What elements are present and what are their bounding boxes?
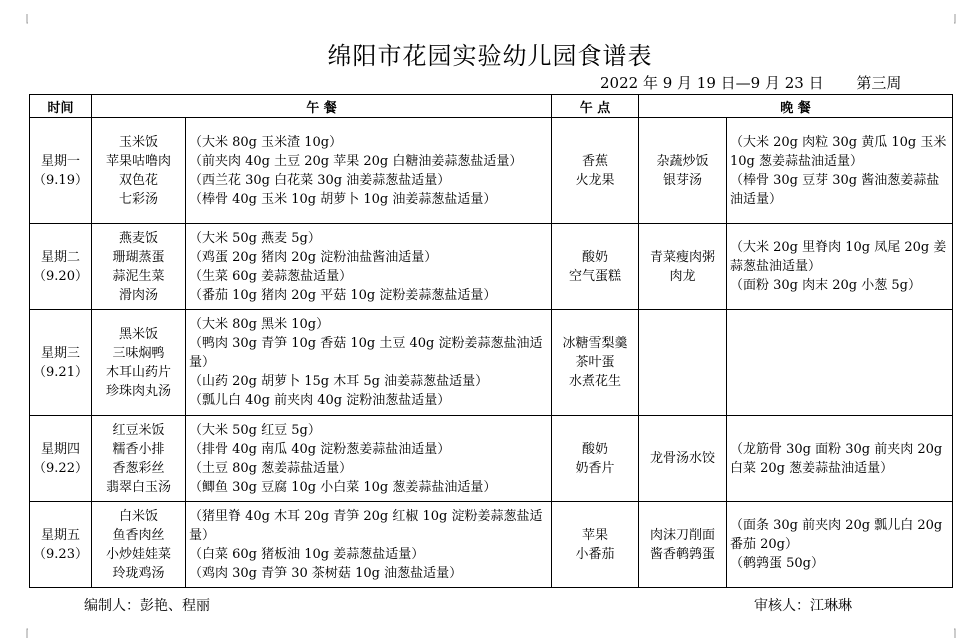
day-name: 星期三 — [40, 345, 80, 361]
week-label: 第三周 — [856, 74, 902, 92]
snack-item: 奶香片 — [575, 460, 615, 476]
day-name: 星期二 — [40, 249, 80, 265]
ingredient-line: （西兰花 30g 白花菜 30g 油姜蒜葱盐适量） — [189, 172, 451, 188]
ingredient-line: （大米 50g 红豆 5g） — [189, 422, 321, 438]
corner-mark-bottom-right — [954, 628, 964, 638]
dish-name: 鱼香肉丝 — [112, 527, 165, 543]
ingredient-line: （面条 30g 前夹肉 20g 瓢儿白 20g 番茄 20g） — [730, 518, 943, 552]
snack-cell — [552, 416, 639, 502]
ingredient-line: （鹌鹑蛋 50g） — [730, 556, 824, 571]
dish-name: 燕麦饭 — [118, 230, 158, 246]
header-time: 时间 — [30, 95, 92, 118]
table-header-row — [30, 95, 953, 118]
ingredient-line: （瓢儿白 40g 前夹肉 40g 淀粉油葱盐适量） — [189, 393, 451, 408]
ingredient-line: （鸡肉 30g 青笋 30 茶树菇 10g 油葱盐适量） — [189, 565, 463, 581]
lunch-dishes — [92, 118, 186, 224]
lunch-dishes — [92, 310, 186, 416]
dish-name: 滑肉汤 — [118, 287, 158, 303]
corner-mark-top-right — [954, 14, 964, 24]
dinner-dishes — [639, 118, 727, 224]
table-row — [30, 416, 953, 502]
snack-item: 空气蛋糕 — [568, 268, 621, 284]
dinner-ingredients — [727, 502, 953, 588]
dish-name: 白米饭 — [118, 508, 158, 524]
ingredient-line: （排骨 40g 南瓜 40g 淀粉葱姜蒜盐油适量） — [189, 441, 451, 457]
dish-name: 龙骨汤水饺 — [649, 451, 715, 466]
lunch-ingredients — [186, 224, 552, 310]
ingredient-line: （山药 20g 胡萝卜 15g 木耳 5g 油姜蒜葱盐适量） — [189, 374, 489, 389]
day-date: （9.21） — [33, 364, 88, 380]
ingredient-line: （面粉 30g 肉末 20g 小葱 5g） — [730, 278, 921, 293]
lunch-dishes — [92, 502, 186, 588]
dinner-dishes — [639, 224, 727, 310]
dinner-ingredients — [727, 310, 953, 416]
menu-table — [29, 94, 953, 588]
ingredient-line: （鸭肉 30g 青笋 10g 香菇 10g 土豆 40g 淀粉姜蒜葱盐油适量） — [189, 336, 543, 370]
ingredient-line: （土豆 80g 葱姜蒜盐适量） — [189, 460, 353, 476]
snack-item: 冰糖雪梨羹 — [562, 336, 628, 351]
dish-name: 玲珑鸡汤 — [112, 565, 165, 581]
dish-name: 肉沫刀削面 — [649, 527, 715, 543]
editor-credit: 编制人：彭艳、程丽 — [84, 598, 210, 614]
dish-name: 苹果咕噜肉 — [105, 153, 171, 169]
dish-name: 玉米饭 — [118, 134, 158, 150]
snack-item: 酸奶 — [581, 249, 608, 265]
dish-name: 双色花 — [118, 172, 158, 188]
day-name: 星期四 — [40, 441, 80, 457]
snack-item: 茶叶蛋 — [575, 355, 615, 370]
dish-name: 木耳山药片 — [105, 364, 171, 380]
snack-cell — [552, 224, 639, 310]
dish-name: 翡翠白玉汤 — [105, 479, 171, 495]
dinner-dishes — [639, 502, 727, 588]
dinner-dishes — [639, 416, 727, 502]
ingredient-line: （猪里脊 40g 木耳 20g 青笋 20g 红椒 10g 淀粉姜蒜葱盐适量） — [189, 508, 543, 543]
header-lunch: 午 餐 — [92, 95, 552, 118]
dish-name: 小炒娃娃菜 — [105, 546, 171, 562]
ingredient-line: （鸡蛋 20g 猪肉 20g 淀粉油盐酱油适量） — [189, 249, 438, 265]
dish-name: 黑米饭 — [118, 326, 158, 342]
day-date: （9.19） — [33, 172, 88, 188]
dinner-ingredients — [727, 416, 953, 502]
corner-mark-bottom-left — [18, 628, 28, 638]
snack-item: 水煮花生 — [568, 374, 621, 389]
ingredient-line: （前夹肉 40g 土豆 20g 苹果 20g 白糖油姜蒜葱盐适量） — [189, 153, 523, 169]
table-row — [30, 118, 953, 224]
snack-item: 火龙果 — [575, 172, 615, 188]
day-cell — [30, 502, 92, 588]
dish-name: 糯香小排 — [112, 441, 165, 457]
ingredient-line: （龙筋骨 30g 面粉 30g 前夹肉 20g 白菜 20g 葱姜蒜盐油适量） — [730, 441, 943, 476]
dish-name: 酱香鹌鹑蛋 — [649, 546, 715, 562]
day-date: （9.22） — [33, 460, 88, 476]
day-name: 星期一 — [40, 153, 80, 169]
day-cell — [30, 118, 92, 224]
dish-name: 香葱彩丝 — [112, 460, 165, 476]
lunch-ingredients — [186, 310, 552, 416]
lunch-ingredients — [186, 118, 552, 224]
day-cell — [30, 416, 92, 502]
ingredient-line: （大米 20g 肉粒 30g 黄瓜 10g 玉米 10g 葱姜蒜盐油适量） — [730, 134, 947, 169]
page-title: 绵阳市花园实验幼儿园食谱表 — [327, 42, 653, 70]
ingredient-line: （大米 20g 里脊肉 10g 凤尾 20g 姜蒜葱盐油适量） — [730, 240, 947, 274]
day-date: （9.20） — [33, 268, 88, 284]
date-range: 2022 年 9 月 19 日—9 月 23 日 — [600, 74, 824, 92]
day-cell — [30, 224, 92, 310]
header-snack: 午 点 — [552, 95, 639, 118]
ingredient-line: （大米 50g 燕麦 5g） — [189, 230, 321, 246]
table-row — [30, 310, 953, 416]
reviewer-credit: 审核人：江琳琳 — [754, 598, 852, 614]
dish-name: 红豆米饭 — [112, 422, 165, 438]
snack-cell — [552, 118, 639, 224]
dish-name: 银芽汤 — [662, 172, 702, 188]
snack-item: 小番茄 — [575, 546, 615, 562]
dish-name: 杂蔬炒饭 — [656, 153, 709, 169]
lunch-ingredients — [186, 502, 552, 588]
ingredient-line: （棒骨 30g 豆芽 30g 酱油葱姜蒜盐油适量） — [730, 172, 940, 207]
ingredient-line: （大米 80g 玉米渣 10g） — [189, 134, 343, 150]
table-row — [30, 224, 953, 310]
header-dinner: 晚 餐 — [639, 95, 953, 118]
dish-name: 三味焖鸭 — [112, 345, 165, 361]
dish-name: 珍珠肉丸汤 — [105, 383, 171, 399]
lunch-ingredients — [186, 416, 552, 502]
lunch-dishes — [92, 416, 186, 502]
snack-item: 酸奶 — [581, 441, 608, 457]
ingredient-line: （鲫鱼 30g 豆腐 10g 小白菜 10g 葱姜蒜盐油适量） — [189, 479, 497, 495]
ingredient-line: （棒骨 40g 玉米 10g 胡萝卜 10g 油姜蒜葱盐适量） — [189, 191, 497, 207]
day-name: 星期五 — [40, 527, 80, 543]
day-date: （9.23） — [33, 546, 88, 562]
day-cell — [30, 310, 92, 416]
date-line — [600, 72, 901, 93]
ingredient-line: （白菜 60g 猪板油 10g 姜蒜葱盐适量） — [189, 546, 425, 562]
ingredient-line: （番茄 10g 猪肉 20g 平菇 10g 淀粉姜蒜葱盐适量） — [189, 287, 497, 303]
dish-name: 肉龙 — [669, 268, 696, 284]
table-row — [30, 502, 953, 588]
snack-cell — [552, 310, 639, 416]
dish-name: 珊瑚蒸蛋 — [112, 249, 165, 265]
dinner-ingredients — [727, 224, 953, 310]
corner-mark-top-left — [18, 14, 28, 24]
dish-name: 蒜泥生菜 — [112, 268, 165, 284]
lunch-dishes — [92, 224, 186, 310]
snack-item: 香蕉 — [581, 153, 608, 169]
dish-name: 青菜瘦肉粥 — [649, 249, 715, 265]
snack-item: 苹果 — [581, 527, 608, 543]
ingredient-line: （大米 80g 黑米 10g） — [189, 317, 330, 332]
snack-cell — [552, 502, 639, 588]
ingredient-line: （生菜 60g 姜蒜葱盐适量） — [189, 268, 353, 284]
dinner-dishes — [639, 310, 727, 416]
dinner-ingredients — [727, 118, 953, 224]
dish-name: 七彩汤 — [118, 191, 158, 207]
